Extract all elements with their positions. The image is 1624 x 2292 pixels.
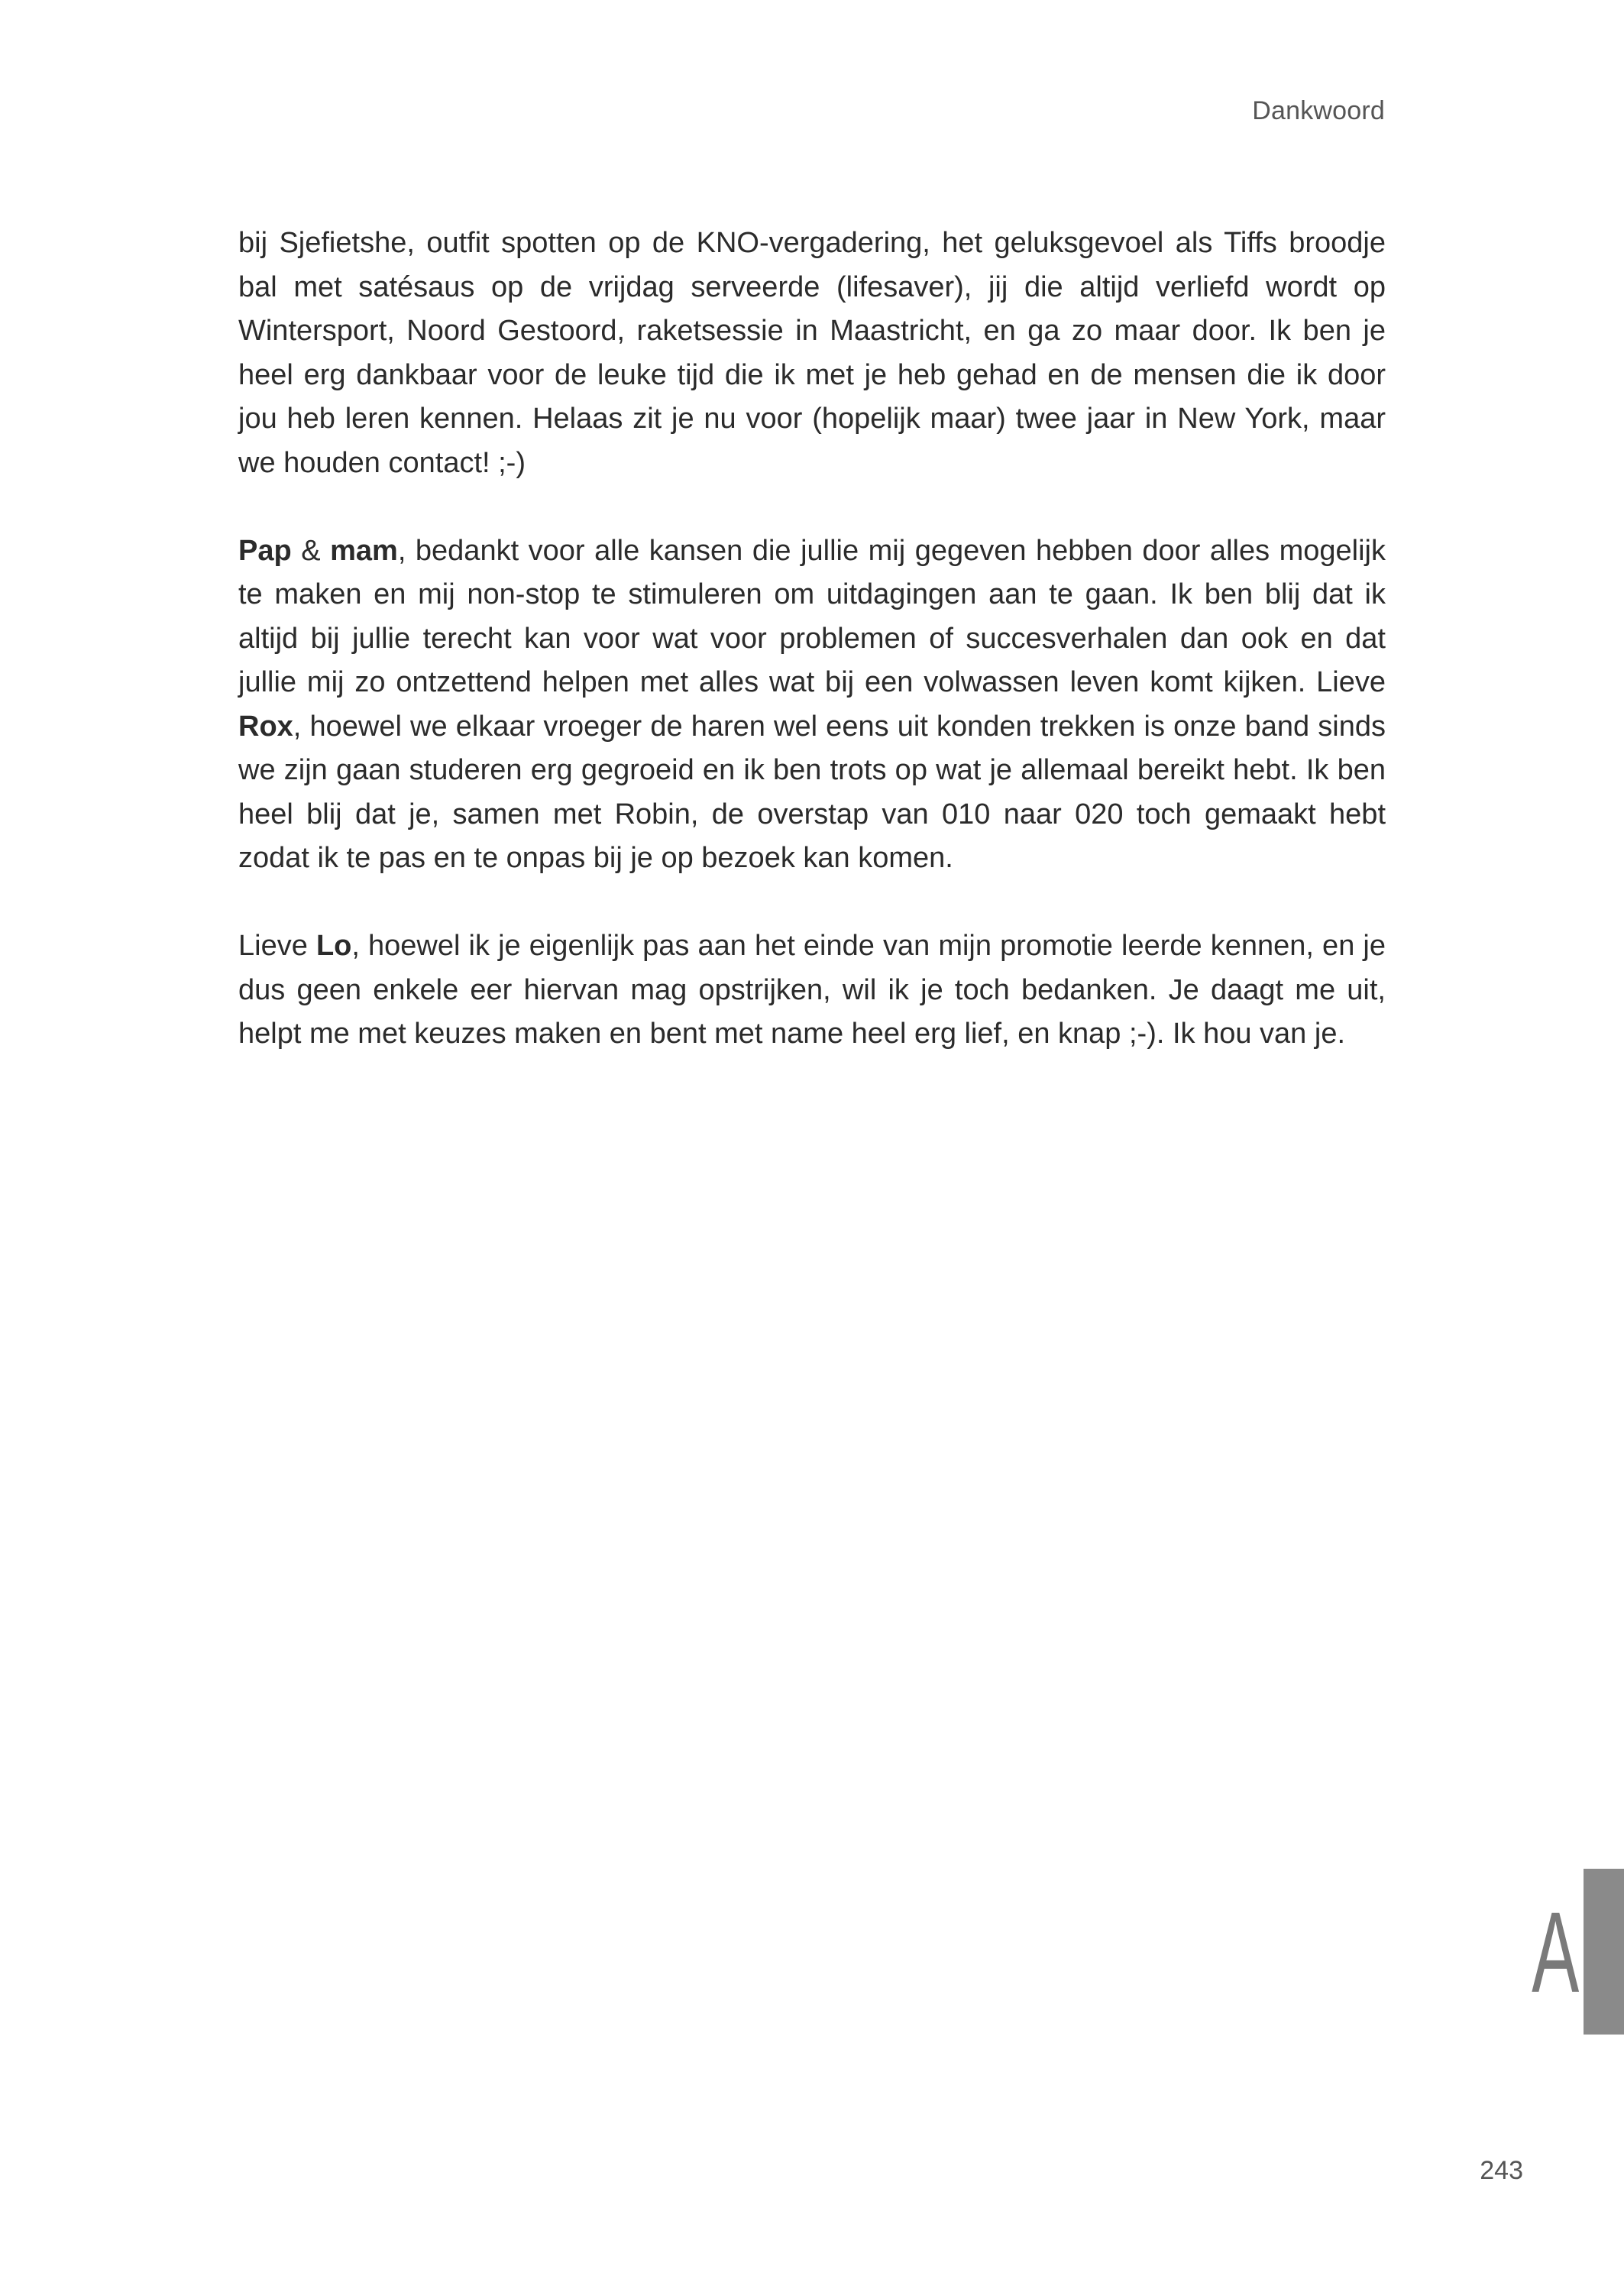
paragraph-2 xyxy=(238,529,1386,881)
section-letter: A xyxy=(1532,1888,1580,2016)
running-header: Dankwoord xyxy=(1252,96,1385,125)
paragraph-1 xyxy=(238,222,1386,485)
paragraph-3-text-1: , hoewel ik je eigenlijk pas aan het einde van mijn promotie leerde kennen, en je dus geen enkele eer hiervan mag opstrijken, wil ik je toch bedanken. Je daagt me uit, helpt me met keuzes maken en bent met name heel erg lief, en knap ;-). Ik hou van je. xyxy=(238,930,1386,1050)
paragraph-1-text: bij Sjefietshe, outfit spotten op de KNO-vergadering, het geluksgevoel als Tiffs broodje bal met satésaus op de vrijdag serveerde (lifesaver), jij die altijd verliefd wordt op Wintersport, Noord Gestoord, raketsessie in Maastricht, en ga zo maar door. Ik ben je heel erg dankbaar voor de leuke tijd die ik met je heb gehad en de mensen die ik door jou heb leren kennen. Helaas zit je nu voor (hopelijk maar) twee jaar in New York, maar we houden contact! ;-) xyxy=(238,227,1386,479)
paragraph-3 xyxy=(238,924,1386,1057)
name-pap: Pap xyxy=(238,534,292,567)
paragraph-3-text-0: Lieve xyxy=(238,930,316,962)
section-tab xyxy=(1584,1869,1624,2035)
name-mam: mam xyxy=(330,534,398,567)
page-number: 243 xyxy=(1480,2156,1523,2185)
name-rox: Rox xyxy=(238,710,293,743)
paragraph-2-text-2: , hoewel we elkaar vroeger de haren wel eens uit konden trekken is onze band sinds we zijn gaan studeren erg gegroeid en ik ben trots op wat je allemaal bereikt hebt. Ik ben heel blij dat je, samen met Robin, de overstap van 010 naar 020 toch gemaakt hebt zodat ik te pas en te onpas bij je op bezoek kan komen. xyxy=(238,710,1386,874)
name-lo: Lo xyxy=(315,930,352,962)
body-text xyxy=(238,222,1386,1057)
ampersand: & xyxy=(291,534,331,567)
paragraph-2-text-1: , bedankt voor alle kansen die jullie mij gegeven hebben door alles mogelijk te maken en mij non-stop te stimuleren om uitdagingen aan te gaan. Ik ben blij dat ik altijd bij jullie terecht kan voor wat voor problemen of succesverhalen dan ook en dat jullie mij zo ontzettend helpen met alles wat bij een volwassen leven komt kijken. Lieve xyxy=(238,534,1386,698)
